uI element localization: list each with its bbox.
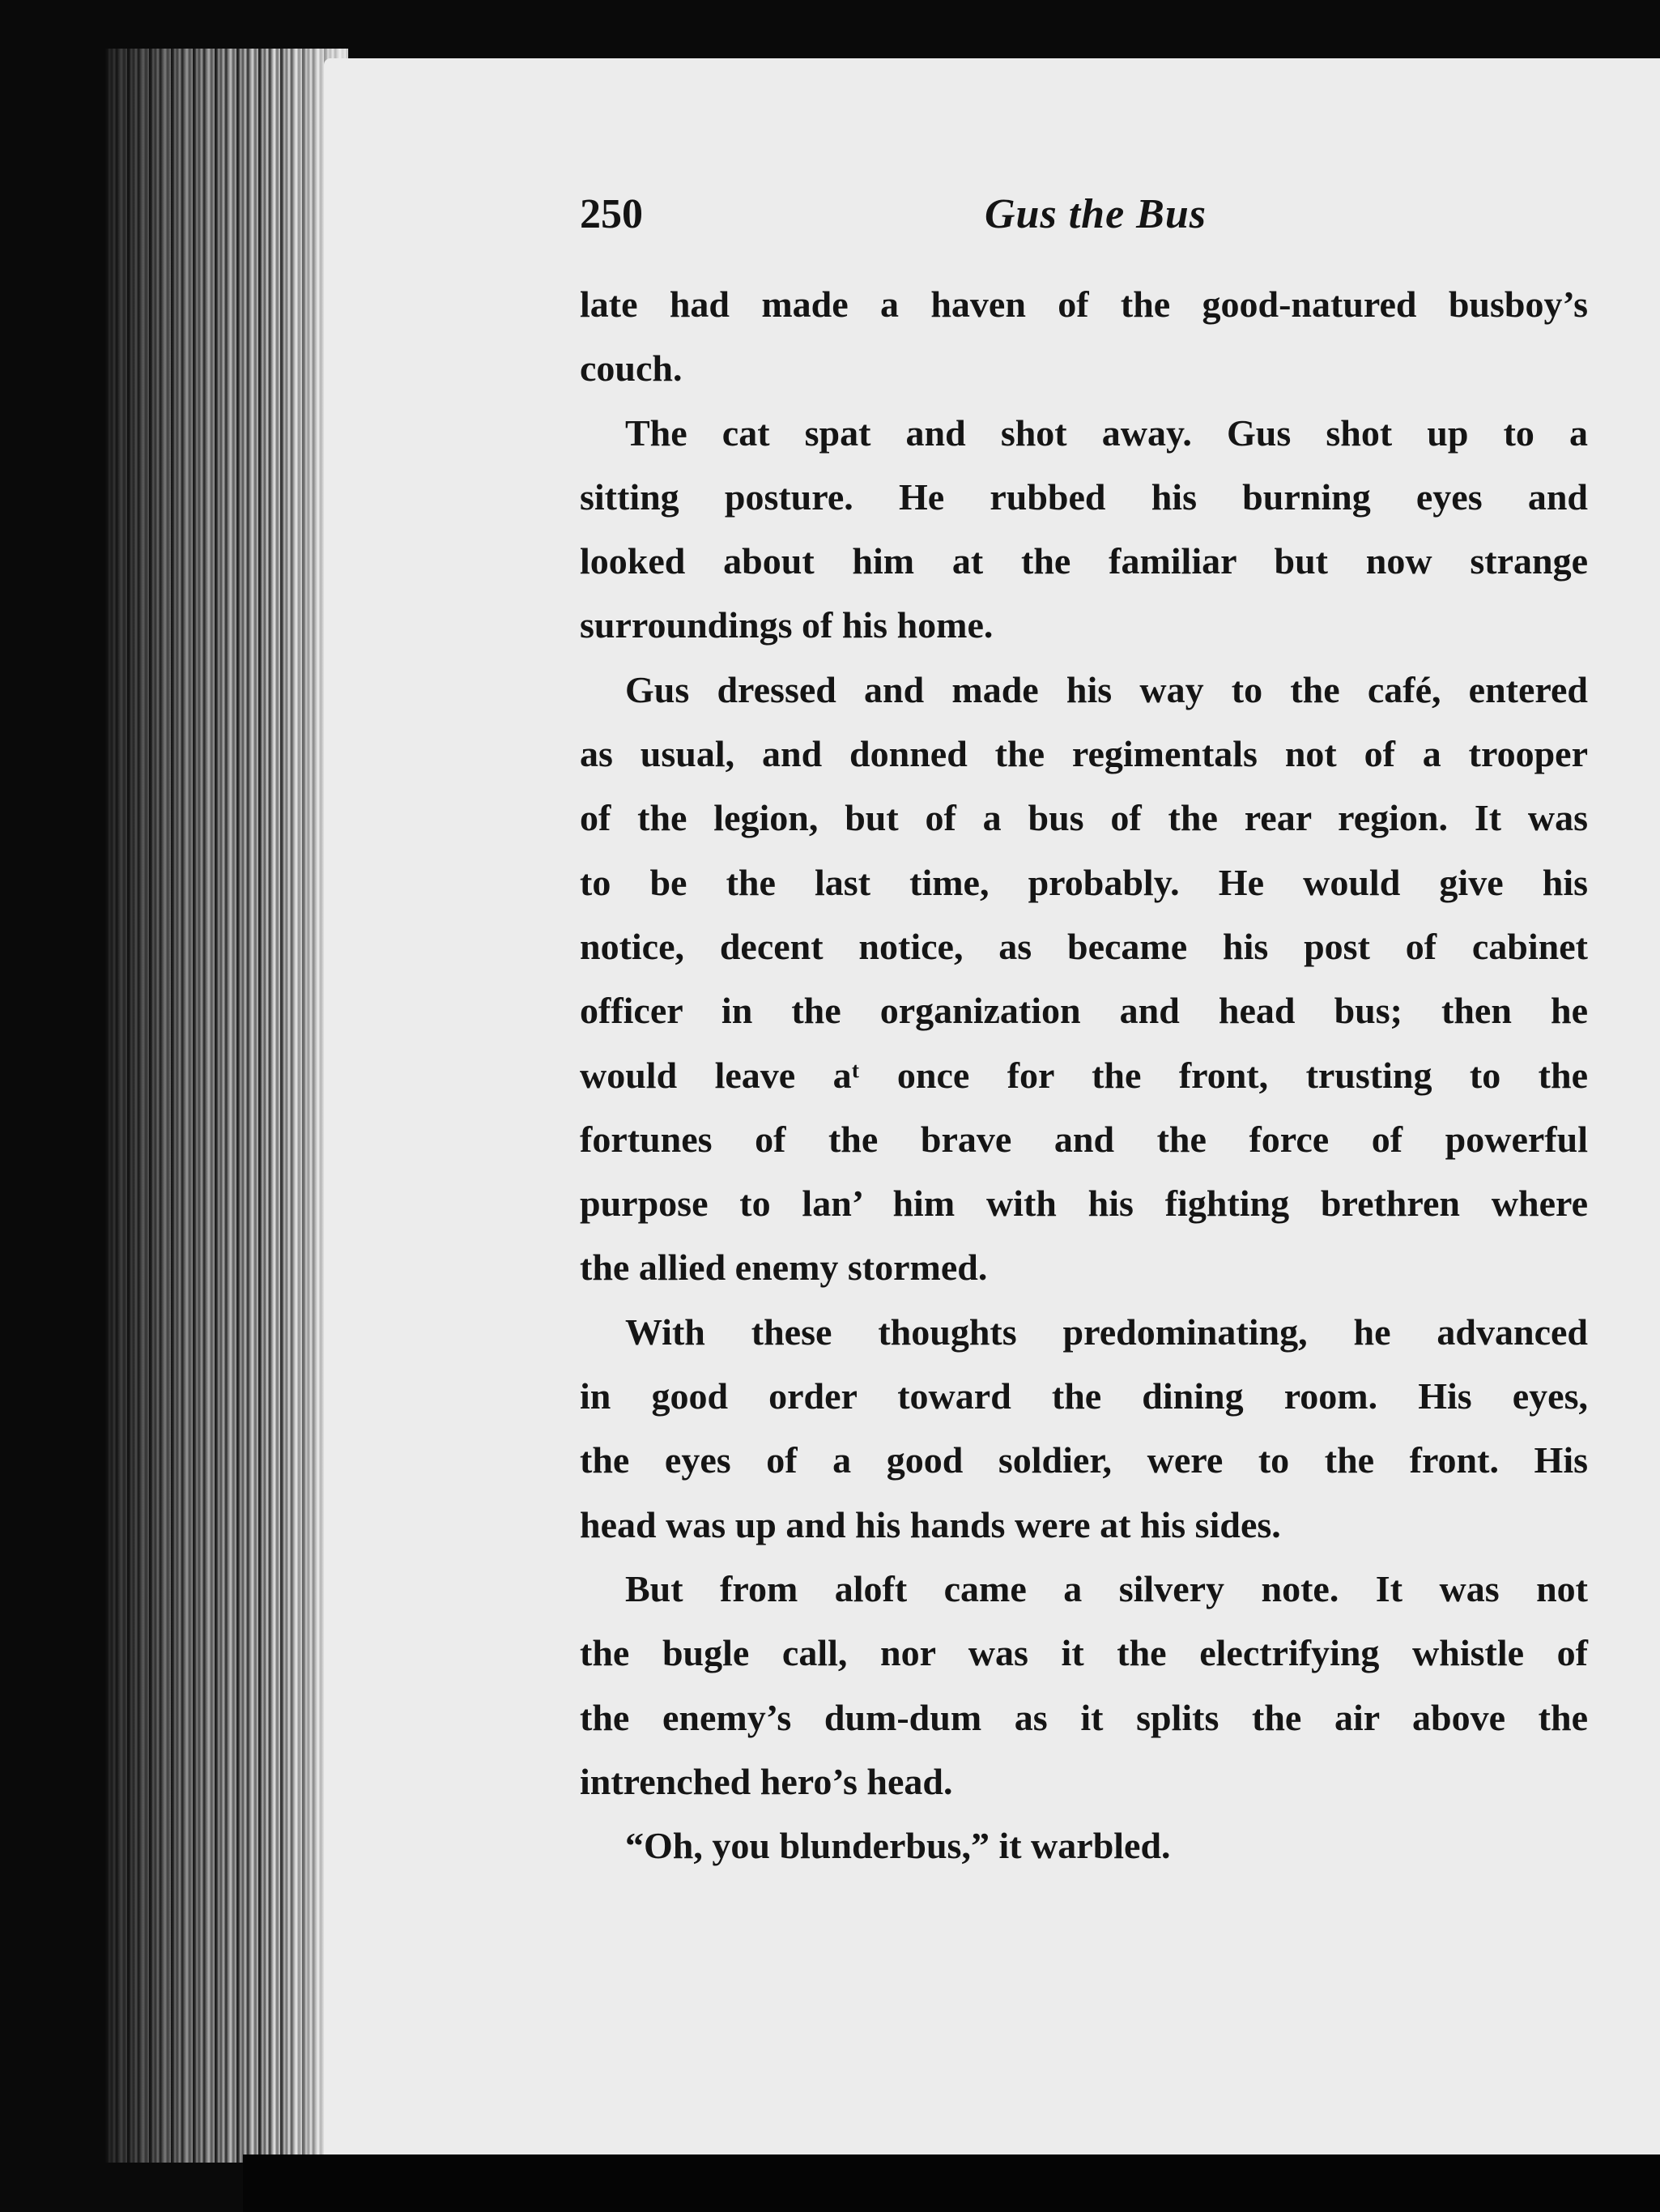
text-line: sitting posture. He rubbed his burning eyes and [580, 475, 1588, 518]
text-line: the enemy’s dum-dum as it splits the air above the [580, 1696, 1588, 1738]
text-line: intrenched hero’s head. [580, 1760, 953, 1802]
text-line: of the legion, but of a bus of the rear region. It was [580, 797, 1588, 839]
bottom-binding-shadow [243, 2154, 1660, 2212]
text-line: fortunes of the brave and the force of powerful [580, 1118, 1588, 1160]
text-line: late had made a haven of the good-natured busboy’s [580, 283, 1588, 325]
text-line: couch. [580, 347, 683, 390]
text-line: the allied enemy stormed. [580, 1247, 988, 1289]
text-line: to be the last time, probably. He would give his [580, 861, 1588, 903]
text-line: But from aloft came a silvery note. It was not [625, 1567, 1588, 1609]
text-line: The cat spat and shot away. Gus shot up to a [625, 411, 1588, 454]
page-header [580, 190, 1576, 255]
page-edges-shading [105, 49, 348, 2163]
text-line: in good order toward the dining room. His eyes, [580, 1375, 1588, 1417]
text-line: looked about him at the familiar but now strange [580, 540, 1588, 582]
text-line: surroundings of his home. [580, 604, 994, 646]
text-line: “Oh, you blunderbus,” it warbled. [625, 1825, 1171, 1867]
text-line: would leave aᵗ once for the front, trusting to the [580, 1054, 1588, 1096]
text-line: officer in the organization and head bus; then he [580, 990, 1588, 1032]
body-text [580, 272, 1588, 1877]
text-line: notice, decent notice, as became his post of cabinet [580, 925, 1588, 967]
text-line: head was up and his hands were at his sides. [580, 1503, 1281, 1545]
text-line: With these thoughts predominating, he advanced [625, 1311, 1588, 1353]
text-line: the eyes of a good soldier, were to the front. His [580, 1439, 1588, 1481]
running-head-title: Gus the Bus [985, 191, 1207, 237]
page-number: 250 [580, 191, 643, 237]
text-line: Gus dressed and made his way to the café, entered [625, 668, 1588, 710]
text-line: purpose to lan’ him with his fighting brethren where [580, 1183, 1588, 1225]
text-line: as usual, and donned the regimentals not of a trooper [580, 733, 1588, 775]
text-line: the bugle call, nor was it the electrifying whistle of [580, 1632, 1588, 1674]
